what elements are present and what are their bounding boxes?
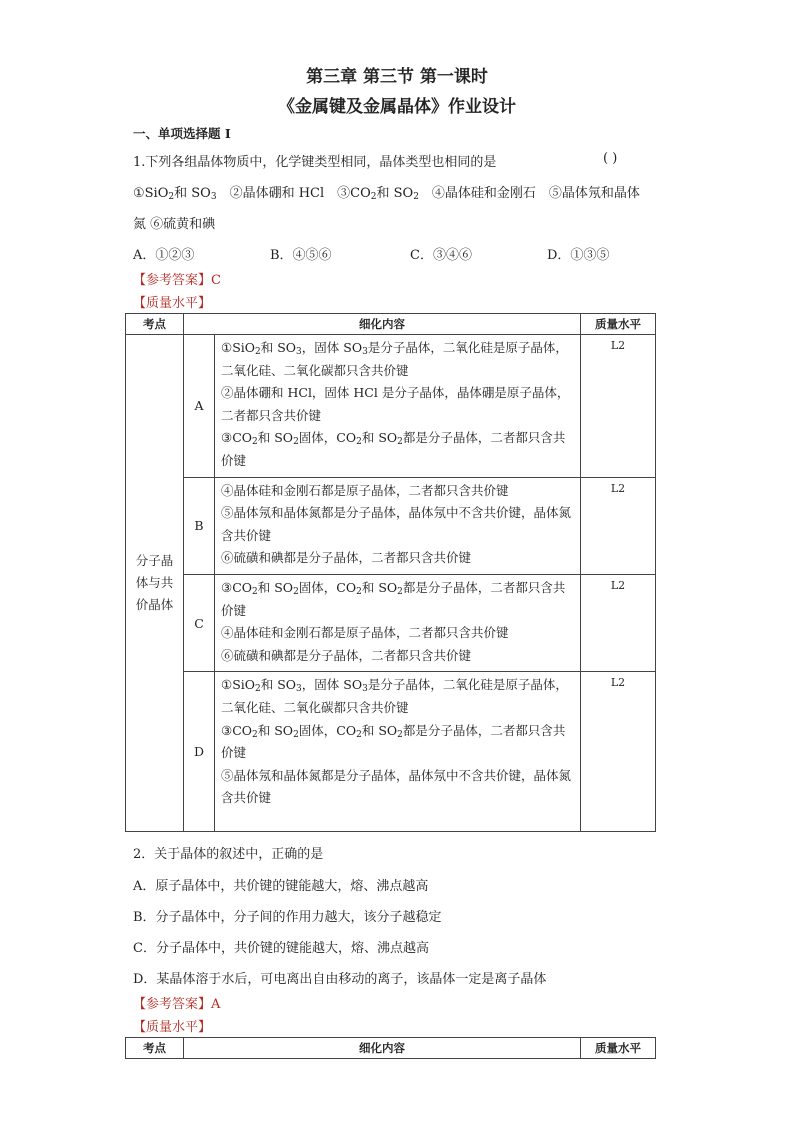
detail-line: ①SiO$_2$和 $SO_3$，固体 $SO_3$是分子晶体，二氧化硅是原子晶体，二氧化硅、二氧化碳都只含共价键 (221, 340, 568, 378)
q2-answer: 【参考答案】A (133, 997, 221, 1012)
table-header-row (126, 1038, 656, 1059)
table-row (126, 672, 656, 832)
topic-cell (126, 335, 184, 832)
table-row (126, 477, 656, 574)
q1-option-a: A．①②③ (133, 248, 195, 263)
q1-items-line2: 氮 ⑥硫黄和碘 (133, 217, 216, 232)
q1-answer: 【参考答案】C (133, 273, 221, 288)
detail-line: ⑤晶体氖和晶体氮都是分子晶体，晶体氖中不含共价键，晶体氮含共价键 (221, 505, 572, 543)
topic-line: 分子晶 (135, 553, 174, 569)
q2-quality-label: 【质量水平】 (133, 1020, 212, 1035)
q1-quality-label: 【质量水平】 (133, 296, 212, 311)
level-cell: L2 (581, 672, 656, 832)
table-row (126, 574, 656, 671)
q2-option-d: D．某晶体溶于水后，可电离出自由移动的离子，该晶体一定是离子晶体 (133, 972, 547, 987)
detail-cell (215, 477, 581, 574)
q1-items-line1: ①SiO$_2$和 $SO_3$ ②晶体硼和 HCl $③CO_2$和 $SO_2$ ④晶体硅和金刚石 ⑤晶体氖和晶体 (133, 186, 640, 202)
chapter-title: 第三章 第三节 第一课时 (306, 67, 488, 87)
table-header-row (126, 314, 656, 335)
detail-line: ②晶体硼和 HCl，固体 HCl 是分子晶体，晶体硼是原子晶体，二者都只含共价键 (221, 385, 570, 423)
option-cell: B (184, 477, 215, 574)
detail-line: ⑤晶体氖和晶体氮都是分子晶体，晶体氖中不含共价键，晶体氮含共价键 (221, 767, 572, 806)
quality-table-1 (125, 313, 656, 832)
table-row (126, 335, 656, 478)
level-cell: L2 (581, 477, 656, 574)
detail-line: ④晶体硅和金刚石都是原子晶体，二者都只含共价键 (221, 482, 509, 498)
detail-line: $③CO_2$和 $SO_2$固体，$CO_2$和 $SO_2$都是分子晶体，二者都只含共价键 (221, 579, 566, 618)
header-detail: 细化内容 (184, 1038, 581, 1059)
detail-line: ⑥硫磺和碘都是分子晶体，二者都只含共价键 (221, 647, 472, 663)
q1-stem: 1.下列各组晶体物质中，化学键类型相同，晶体类型也相同的是 (133, 155, 497, 170)
q2-option-c: C．分子晶体中，共价键的键能越大，熔、沸点越高 (133, 941, 429, 956)
header-topic: 考点 (126, 314, 184, 335)
header-detail: 细化内容 (184, 314, 581, 335)
detail-cell (215, 672, 581, 832)
level-cell: L2 (581, 335, 656, 478)
detail-line: $③CO_2$和 $SO_2$固体，$CO_2$和 $SO_2$都是分子晶体，二者都只含共价键 (221, 722, 566, 761)
header-level: 质量水平 (581, 1038, 656, 1059)
option-cell: C (184, 574, 215, 671)
detail-cell (215, 335, 581, 478)
detail-cell (215, 574, 581, 671)
lesson-title: 《金属键及金属晶体》作业设计 (278, 97, 516, 117)
option-cell: D (184, 672, 215, 832)
detail-line: $③CO_2$和 $SO_2$固体，$CO_2$和 $SO_2$都是分子晶体，二者都只含共价键 (221, 430, 566, 468)
detail-line: ①SiO$_2$和 $SO_3$，固体 $SO_3$是分子晶体，二氧化硅是原子晶体，二氧化硅、二氧化碳都只含共价键 (221, 677, 568, 715)
detail-line: ④晶体硅和金刚石都是原子晶体，二者都只含共价键 (221, 625, 509, 641)
option-cell: A (184, 335, 215, 478)
section-heading: 一、单项选择题 I (133, 126, 231, 141)
q1-option-b: B．④⑤⑥ (270, 248, 332, 263)
topic-line: 体与共 (135, 575, 174, 591)
topic-line: 价晶体 (135, 597, 174, 613)
quality-table-2 (125, 1037, 656, 1059)
q1-answer-paren: ( ) (603, 151, 618, 166)
detail-line: ⑥硫磺和碘都是分子晶体，二者都只含共价键 (221, 550, 472, 566)
q2-option-b: B．分子晶体中，分子间的作用力越大，该分子越稳定 (133, 910, 442, 925)
level-cell: L2 (581, 574, 656, 671)
q2-stem: 2．关于晶体的叙述中，正确的是 (133, 847, 324, 862)
q1-option-c: C．③④⑥ (410, 248, 472, 263)
q2-option-a: A．原子晶体中，共价键的键能越大，熔、沸点越高 (133, 879, 429, 894)
header-level: 质量水平 (581, 314, 656, 335)
q1-option-d: D．①③⑤ (547, 248, 610, 263)
header-topic: 考点 (126, 1038, 184, 1059)
